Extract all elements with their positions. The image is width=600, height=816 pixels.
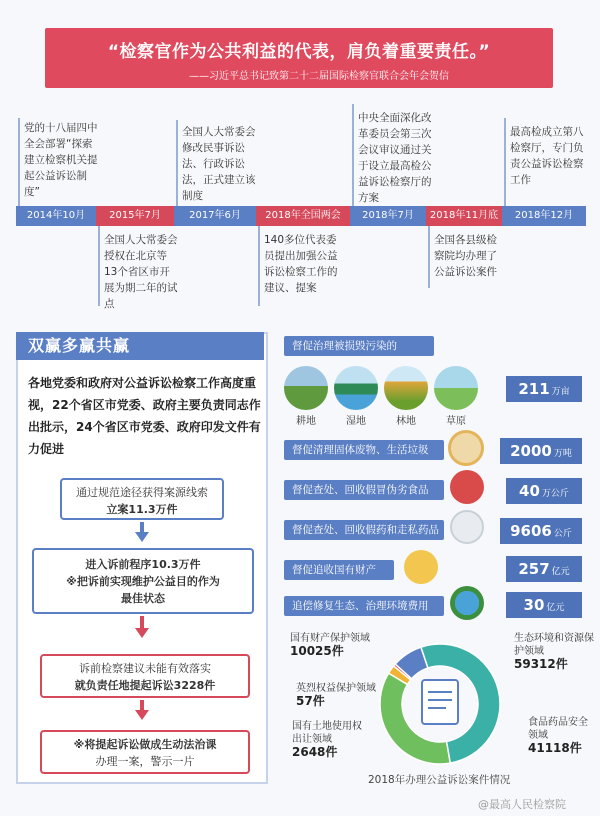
timeline-event: 全国人大常委会授权在北京等13个省区市开展为期二年的试点	[104, 234, 178, 310]
timeline-event: 中央全面深化改革委员会第三次会议审议通过关于设立最高检公益诉讼检察厅的方案	[358, 112, 432, 204]
garbage-icon	[448, 430, 484, 466]
timeline-connector	[176, 120, 178, 206]
intro-text: 各地党委和政府对公益诉讼检察工作高度重视，22个省区市党委、政府主要负责同志作出批示，24个省区市党委、政府印发文件有力促进	[28, 376, 261, 456]
timeline-date: 2018年全国两会	[256, 206, 350, 226]
meat-icon	[450, 470, 484, 504]
value-number: 40	[519, 482, 540, 500]
chart-caption: 2018年办理公益诉讼案件情况	[368, 774, 511, 786]
flow-arrow	[140, 700, 144, 710]
flow-arrow	[140, 616, 144, 628]
timeline-date: 2018年11月底	[426, 206, 502, 226]
flow-arrow	[135, 532, 149, 542]
timeline-connector	[258, 226, 260, 306]
right-row-title: 督促治理被损毁污染的	[284, 336, 434, 356]
pie-value: 59312件	[514, 657, 568, 671]
forest-image	[384, 366, 428, 410]
value-number: 2000	[510, 442, 552, 460]
flow-step-1-line2: 立案11.3万件	[106, 503, 178, 516]
timeline-event: 党的十八届四中全会部署“探索建立检察机关提起公益诉讼制度”	[24, 122, 98, 198]
right-row-label: 督促查处、回收假药和走私药品	[284, 520, 444, 540]
value-unit: 亿元	[546, 603, 565, 613]
timeline-connector	[98, 226, 100, 306]
land-label: 林地	[396, 416, 416, 427]
timeline-connector	[428, 226, 430, 288]
flow-step-2-line3: 最佳状态	[121, 592, 165, 605]
quote-source: ——习近平总书记致第二十二届国际检察官联合会年会贺信	[189, 71, 449, 82]
panel-title: 双赢多赢共赢	[16, 332, 264, 360]
timeline-event: 140多位代表委员提出加强公益诉讼检察工作的建议、提案	[264, 234, 338, 294]
pills-icon	[450, 510, 484, 544]
flow-step-1	[60, 478, 224, 520]
quote-banner	[45, 28, 553, 88]
flow-step-2-line2: ※把诉前实现维护公益目的作为	[66, 575, 220, 588]
pie-category: 食品药品安全领域	[528, 717, 588, 741]
farmland-image	[284, 366, 328, 410]
pie-label	[514, 632, 594, 671]
flow-step-3-line1: 诉前检察建议未能有效落实	[79, 662, 211, 675]
right-row-label: 督促追收国有财产	[284, 560, 394, 580]
flow-step-3-line2: 就负责任地提起诉讼3228件	[74, 679, 216, 692]
value-box	[506, 376, 582, 402]
timeline-date: 2017年6月	[174, 206, 256, 226]
timeline-connector	[352, 104, 354, 206]
right-row-label: 追偿修复生态、治理环境费用	[284, 596, 444, 616]
pie-value: 10025件	[290, 644, 344, 658]
value-unit: 万吨	[553, 449, 572, 459]
timeline-event: 全国人大常委会修改民事诉讼法、行政诉讼法，正式建立该制度	[182, 126, 256, 202]
grassland-image	[434, 366, 478, 410]
flow-step-2-line1: 进入诉前程序10.3万件	[85, 558, 201, 571]
flow-step-4	[40, 730, 250, 774]
flow-arrow	[135, 710, 149, 720]
pie-label	[296, 682, 376, 708]
pie-value: 2648件	[292, 745, 338, 759]
value-box	[506, 556, 582, 582]
land-label: 耕地	[296, 416, 316, 427]
pie-category: 国有土地使用权出让领域	[292, 721, 362, 745]
pie-category: 英烈权益保护领域	[296, 683, 376, 694]
timeline-date: 2014年10月	[16, 206, 96, 226]
pie-label	[528, 716, 590, 755]
timeline-date: 2018年12月	[502, 206, 586, 226]
value-unit: 万亩	[551, 387, 570, 397]
value-box	[506, 592, 582, 618]
timeline-connector	[504, 118, 506, 206]
flow-arrow	[135, 628, 149, 638]
clipboard-icon	[422, 680, 458, 724]
value-box	[500, 438, 582, 464]
timeline-event: 最高检成立第八检察厅，专门负责公益诉讼检察工作	[510, 126, 584, 186]
value-number: 257	[518, 560, 550, 578]
value-unit: 亿元	[551, 567, 570, 577]
pie-value: 41118件	[528, 741, 582, 755]
wetland-image	[334, 366, 378, 410]
pie-category: 生态环境和资源保护领域	[514, 633, 594, 657]
value-number: 9606	[510, 522, 552, 540]
pie-label	[290, 632, 390, 658]
pie-value: 57件	[296, 694, 325, 708]
timeline-event: 全国各县级检察院均办理了公益诉讼案件	[434, 234, 497, 278]
pie-label	[292, 720, 364, 759]
timeline-connector	[18, 118, 20, 206]
land-label: 湿地	[346, 416, 366, 427]
timeline-date: 2018年7月	[350, 206, 426, 226]
land-label: 草原	[446, 416, 466, 427]
value-box	[506, 478, 582, 504]
value-box	[500, 518, 582, 544]
value-unit: 公斤	[553, 529, 572, 539]
value-unit: 万公斤	[541, 489, 569, 499]
flow-step-3	[40, 654, 250, 698]
globe-icon	[450, 586, 484, 620]
flow-step-1-line1: 通过规范途径获得案源线索	[76, 486, 208, 499]
watermark: @最高人民检察院	[478, 798, 566, 811]
pie-category: 国有财产保护领域	[290, 633, 370, 644]
flow-step-4-line2: 办理一案，警示一片	[95, 755, 195, 768]
right-row-label: 督促查处、回收假冒伪劣食品	[284, 480, 444, 500]
value-number: 211	[518, 380, 550, 398]
flow-step-2	[32, 548, 254, 614]
money-icon	[404, 550, 438, 584]
value-number: 30	[523, 596, 545, 614]
flow-arrow	[140, 522, 144, 532]
timeline-date: 2015年7月	[96, 206, 174, 226]
right-row-label: 督促清理固体废物、生活垃圾	[284, 440, 444, 460]
quote-main: “检察官作为公共利益的代表，肩负着重要责任。”	[107, 42, 491, 62]
flow-step-4-line1: ※将提起诉讼做成生动法治课	[73, 738, 217, 751]
